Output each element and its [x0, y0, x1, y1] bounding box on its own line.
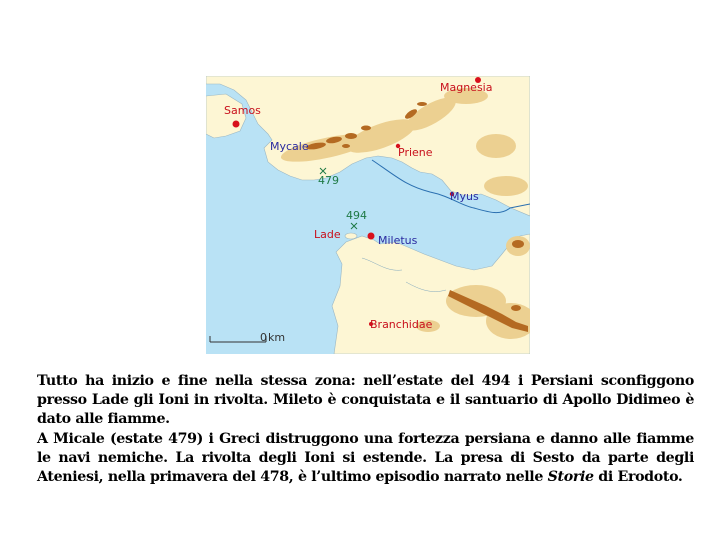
caption-storie-title: Storie: [547, 469, 594, 486]
label-myus: Myus: [450, 190, 479, 203]
lade-island: [345, 233, 357, 239]
scale-zero-label: 0: [260, 331, 267, 344]
caption-paragraph-2-start: A Micale (estate 479) i Greci distruggono una fortezza persiana e danno alle fiamme le navi nemiche. La rivolta degli Ioni si estende. La presa di Sesto da parte degli Ateniesi, nella primavera del 478, è l’ultimo episodio narrato nelle: [37, 430, 694, 486]
label-miletus: Miletus: [378, 234, 418, 247]
miletus-dot: [368, 233, 375, 240]
label-samos: Samos: [224, 104, 261, 117]
label-lade: Lade: [314, 228, 341, 241]
label-branchidae: Branchidae: [370, 318, 433, 331]
label-mycale: Mycale: [270, 140, 309, 153]
label-battle-494: 494: [346, 209, 367, 222]
samos-dot: [233, 121, 240, 128]
label-battle-479: 479: [318, 174, 339, 187]
caption-paragraph-2: [37, 430, 694, 488]
caption: [37, 372, 694, 487]
label-priene: Priene: [398, 146, 433, 159]
map-image: [206, 76, 530, 354]
scale-unit-label: km: [268, 331, 286, 344]
caption-paragraph-1: Tutto ha inizio e fine nella stessa zona: nell’estate del 494 i Persiani sconfiggono presso Lade gli Ioni in rivolta. Mileto è conquistata e il santuario di Apollo Didimeo è dato alle fiamme.: [37, 373, 694, 428]
label-magnesia: Magnesia: [440, 81, 493, 94]
caption-paragraph-2-end: di Erodoto.: [593, 469, 683, 486]
map: [206, 76, 530, 354]
